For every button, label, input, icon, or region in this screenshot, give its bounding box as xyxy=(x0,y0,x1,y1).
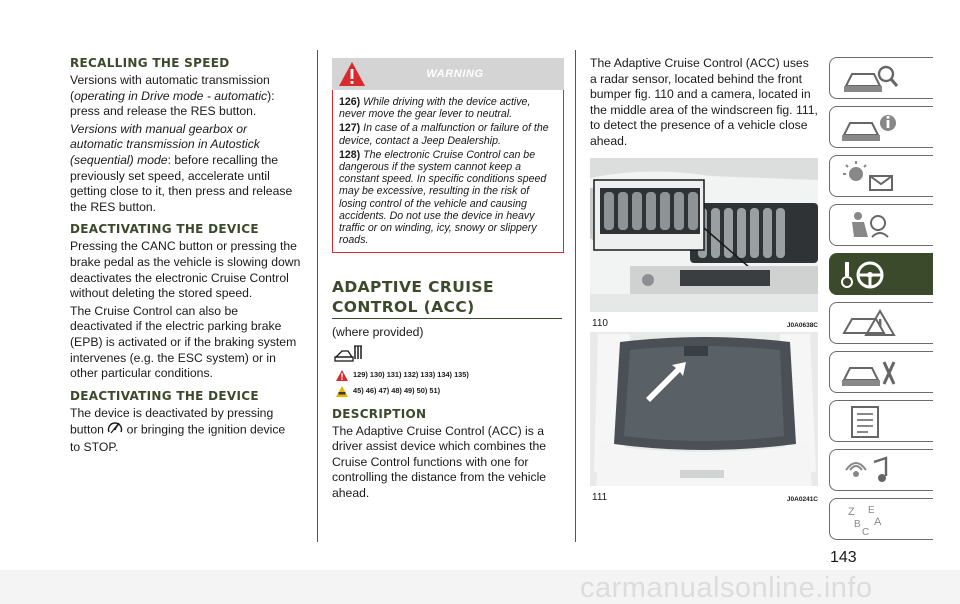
text: Versions with automatic transmission xyxy=(70,73,270,87)
left-column xyxy=(70,56,302,455)
warning-title: WARNING xyxy=(426,68,484,80)
heading-recalling-speed: RECALLING THE SPEED xyxy=(70,56,230,70)
item-number: 126) xyxy=(339,96,361,108)
chapter-tabs xyxy=(829,57,933,547)
caution-triangle-icon xyxy=(336,386,348,397)
svg-text:C: C xyxy=(862,527,870,537)
multimedia-icon xyxy=(840,454,900,488)
text: to STOP. xyxy=(70,439,119,454)
tab-safety[interactable] xyxy=(829,204,933,246)
warning-body xyxy=(332,90,564,253)
caution-refs xyxy=(336,386,564,397)
warning-triangle-icon xyxy=(336,370,348,381)
text: or bringing the ignition device xyxy=(126,422,286,437)
tab-multimedia[interactable] xyxy=(829,449,933,491)
emergency-icon xyxy=(840,307,900,341)
tab-getting-to-know[interactable] xyxy=(829,57,933,99)
figure-code: J0A0638C xyxy=(786,321,818,329)
italic-text: operating in Drive mode - automatic xyxy=(74,88,268,103)
text: ( xyxy=(70,88,75,103)
cruise-control-icon xyxy=(107,421,123,440)
paragraph: The Cruise Control can also be deactivated if the electric parking brake (EPB) is activated or if the braking system intervenes (e.g. the ESC system) or in other particular conditions. xyxy=(70,303,297,381)
heading-description: DESCRIPTION xyxy=(332,406,427,421)
tab-starting-driving[interactable] xyxy=(829,253,933,295)
figure-number: 110 xyxy=(592,317,608,329)
figure-caption xyxy=(590,486,818,504)
text: ): xyxy=(267,88,275,103)
svg-text:A: A xyxy=(874,516,882,528)
where-provided-note: (where provided) xyxy=(332,325,424,340)
column-divider xyxy=(317,50,318,542)
item-text: While driving with the device active, never move the gear lever to neutral. xyxy=(339,96,531,121)
paragraph xyxy=(70,122,302,216)
steering-key-icon xyxy=(840,258,900,292)
tab-index[interactable] xyxy=(829,498,933,540)
paragraph: The Adaptive Cruise Control (ACC) uses a radar sensor, located behind the front bumper fig. 110 and a camera, located in the middle area of the windscreen fig. 111, to detect the presence of a vehicle close ahead. xyxy=(590,56,818,148)
page-number: 143 xyxy=(830,549,857,566)
warning-ref-numbers: 129) 130) 131) 132) 133) 134) 135) xyxy=(353,370,469,380)
item-number: 128) xyxy=(339,148,361,161)
figure-number: 111 xyxy=(592,491,608,503)
specs-icon xyxy=(840,405,900,439)
warning-item xyxy=(339,149,557,247)
middle-column xyxy=(332,58,564,502)
warning-header xyxy=(332,58,564,90)
warning-item xyxy=(339,96,557,120)
caution-ref-numbers: 45) 46) 47) 48) 49) 50) 51) xyxy=(353,386,441,396)
tab-technical-data[interactable] xyxy=(829,400,933,442)
paragraph: The Adaptive Cruise Control (ACC) is a driver assist device which combines the Cruise Control functions with one for controlling the distance from the vehicle ahead. xyxy=(332,423,547,500)
warning-lights-icon xyxy=(840,160,900,194)
figure-code: J0A0241C xyxy=(786,495,818,503)
tab-dashboard[interactable] xyxy=(829,106,933,148)
title-line: CONTROL (ACC) xyxy=(332,298,475,317)
warning-item xyxy=(339,122,557,146)
figure-110 xyxy=(590,158,818,330)
figure-111 xyxy=(590,332,818,504)
item-number: 127) xyxy=(339,122,361,135)
warning-box xyxy=(332,58,564,253)
item-text: The electronic Cruise Control can be dangerous if the system cannot keep a constant speed. In specific conditions speed may be excessive, resulting in the risk of losing control of the vehicle and causing accidents. Do not use the device in heavy traffic or on winding, icy, snowy or slippery roads. xyxy=(339,148,547,247)
warning-refs xyxy=(336,370,564,381)
item-text: In case of a malfunction or failure of the device, contact a Jeep Dealership. xyxy=(339,122,549,147)
column-divider xyxy=(575,50,576,542)
reference-list xyxy=(332,370,564,397)
tab-warning-lights[interactable] xyxy=(829,155,933,197)
seat-airbag-icon xyxy=(840,209,900,243)
text: : before recalling the previously set speed, accelerate until getting close to it, then press and release the RES button. xyxy=(70,152,293,214)
index-icon xyxy=(840,503,900,537)
section-title-acc xyxy=(332,277,564,317)
svg-text:B: B xyxy=(854,519,861,530)
acc-symbol-icon xyxy=(334,343,564,368)
heading-deactivating-device-2: DEACTIVATING THE DEVICE xyxy=(70,388,259,403)
car-service-icon xyxy=(840,356,900,390)
title-rule xyxy=(332,318,562,319)
car-magnifier-icon xyxy=(840,62,900,96)
windscreen-image xyxy=(590,332,818,486)
text: button xyxy=(70,422,104,437)
car-info-icon xyxy=(840,111,900,145)
heading-deactivating-device: DEACTIVATING THE DEVICE xyxy=(70,222,259,237)
front-bumper-image xyxy=(590,158,818,312)
tab-servicing[interactable] xyxy=(829,351,933,393)
figure-caption xyxy=(590,312,818,330)
paragraph: Pressing the CANC button or pressing the brake pedal as the vehicle is slowing down deactivates the electronic Cruise Control without deleting the stored speed. xyxy=(70,239,301,301)
text: The device is deactivated by pressing xyxy=(70,405,274,420)
svg-text:E: E xyxy=(868,505,875,516)
paragraph xyxy=(70,406,302,456)
text: press and release the RES button. xyxy=(70,104,257,119)
italic-text: Versions with manual gearbox or automatic transmission in Autostick (sequential) mode xyxy=(70,121,260,167)
tab-emergency[interactable] xyxy=(829,302,933,344)
svg-text:Z: Z xyxy=(848,506,855,518)
watermark xyxy=(0,570,960,604)
paragraph xyxy=(70,73,302,120)
right-column xyxy=(590,56,818,504)
title-line: ADAPTIVE CRUISE xyxy=(332,278,494,297)
watermark-text: carmanualsonline.info xyxy=(580,572,873,604)
